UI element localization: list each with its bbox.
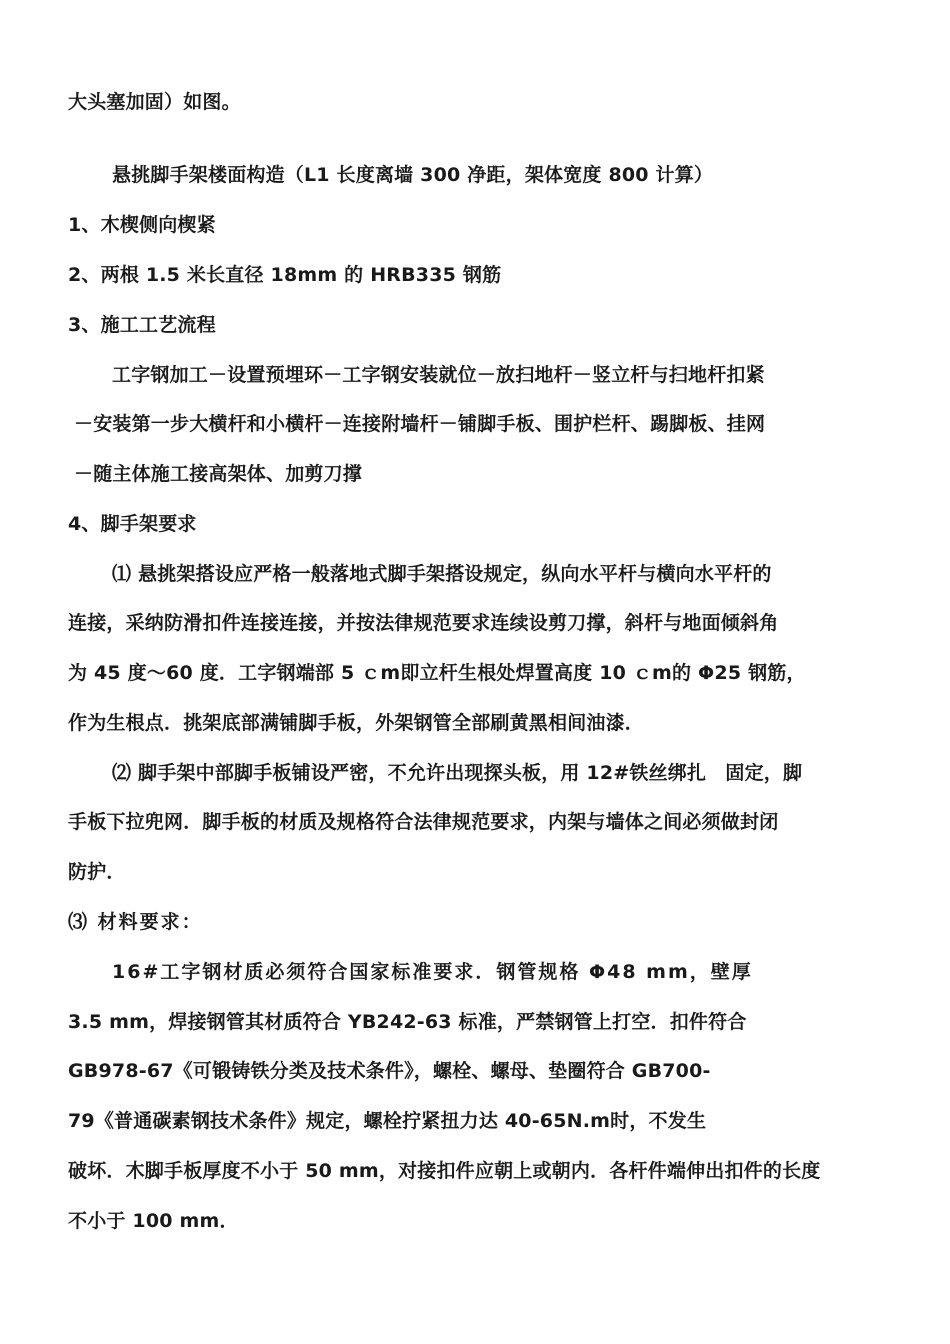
list-item: 1、木楔侧向楔紧 xyxy=(68,214,216,236)
process-flow-line: 工字钢加工－设置预埋环－工字钢安装就位－放扫地杆－竖立杆与扫地杆扣紧 xyxy=(112,364,765,386)
paragraph-line: 不小于 100 mm． xyxy=(68,1210,239,1232)
paragraph-line: ⑵ 脚手架中部脚手板铺设严密，不允许出现探头板，用 12#铁丝绑扎 固定，脚 xyxy=(112,762,803,784)
paragraph-line: ⑴ 悬挑架搭设应严格一般落地式脚手架搭设规定，纵向水平杆与横向水平杆的 xyxy=(112,563,772,585)
paragraph-line: 大头塞加固）如图。 xyxy=(68,91,241,113)
subsection-heading: ⑶ 材料要求： xyxy=(68,911,203,933)
process-flow-line: －安装第一步大横杆和小横杆－连接附墙杆－铺脚手板、围护栏杆、踢脚板、挂网 xyxy=(74,413,766,435)
figure-caption: 悬挑脚手架楼面构造（L1 长度离墙 300 净距，架体宽度 800 计算） xyxy=(112,164,714,186)
paragraph-line: 79《普通碳素钢技术条件》规定，螺栓拧紧扭力达 40-65N.m时，不发生 xyxy=(68,1110,707,1132)
process-flow-line: －随主体施工接高架体、加剪刀撑 xyxy=(74,463,363,485)
paragraph-line: 作为生根点．挑架底部满铺脚手板，外架钢管全部刷黄黑相间油漆． xyxy=(68,712,645,734)
paragraph-line: 连接，采纳防滑扣件连接连接，并按法律规范要求连续设剪刀撑，斜杆与地面倾斜角 xyxy=(68,612,779,634)
paragraph-line: 破坏．木脚手板厚度不小于 50 mm，对接扣件应朝上或朝内．各杆件端伸出扣件的长度 xyxy=(68,1160,821,1182)
section-heading: 4、脚手架要求 xyxy=(68,513,197,535)
paragraph-line: GB978-67《可锻铸铁分类及技术条件》，螺栓、螺母、垫圈符合 GB700- xyxy=(68,1060,711,1082)
paragraph-line: 16#工字钢材质必须符合国家标准要求．钢管规格 Φ48 mm，壁厚 xyxy=(112,961,753,983)
section-heading: 3、施工工艺流程 xyxy=(68,314,216,336)
paragraph-line: 防护． xyxy=(68,861,126,883)
paragraph-line: 为 45 度～60 度．工字钢端部 5 ｃm即立杆生根处焊置高度 10 ｃm的 Φ25 钢筋， xyxy=(68,662,806,684)
list-item: 2、两根 1.5 米长直径 18mm 的 HRB335 钢筋 xyxy=(68,264,502,286)
paragraph-line: 手板下拉兜网．脚手板的材质及规格符合法律规范要求，内架与墙体之间必须做封闭 xyxy=(68,811,779,833)
paragraph-line: 3.5 mm，焊接钢管其材质符合 YB242-63 标准，严禁钢管上打空．扣件符合 xyxy=(68,1011,747,1033)
